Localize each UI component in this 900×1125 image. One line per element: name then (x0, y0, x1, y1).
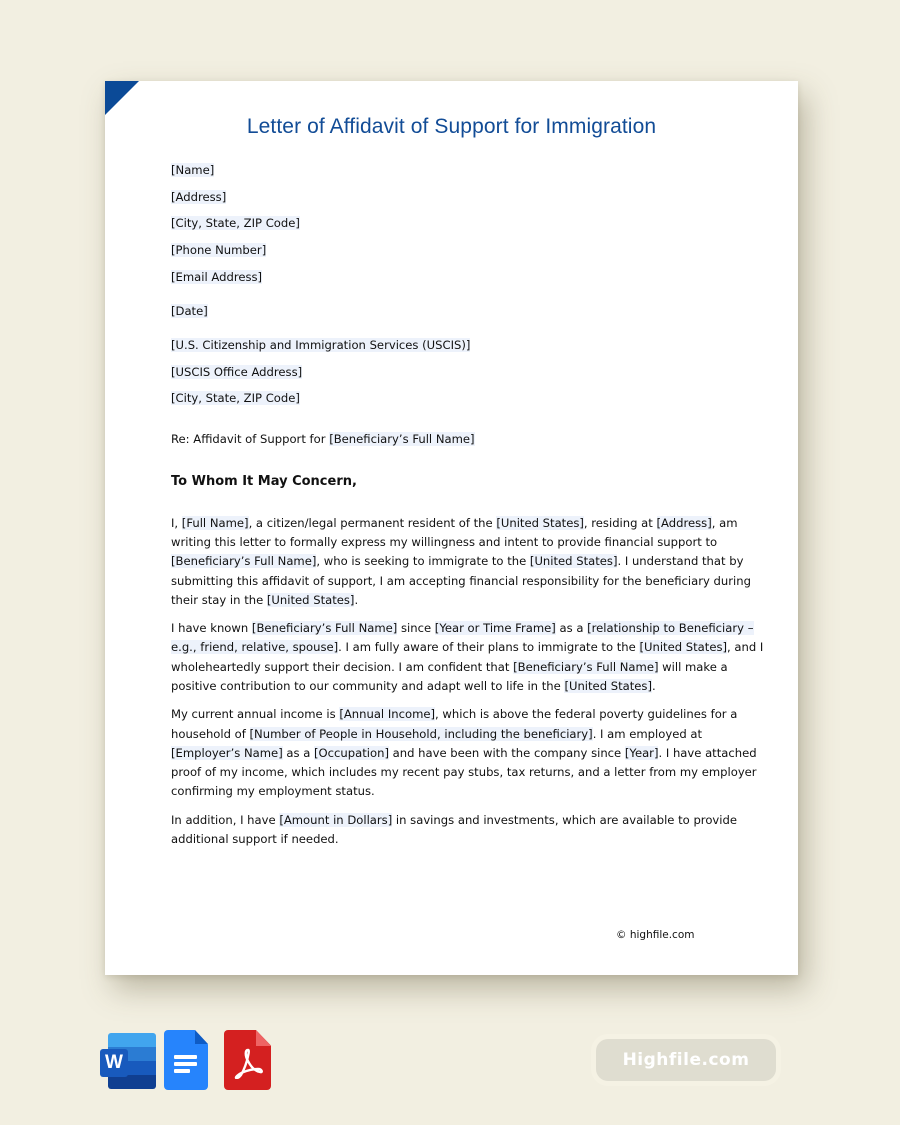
text-run: . I understand that by (617, 554, 744, 569)
paragraph (171, 514, 751, 610)
sender-phone: [Phone Number] (171, 243, 267, 258)
sender-city-state-zip: [City, State, ZIP Code] (171, 216, 300, 231)
document-title: Letter of Affidavit of Support for Immigration (246, 115, 657, 138)
placeholder-field: [Year] (624, 745, 659, 760)
acrobat-glyph-icon (233, 1047, 263, 1079)
paragraph (171, 619, 763, 696)
text-run: household of (171, 726, 250, 741)
text-run: , and I (727, 640, 764, 655)
date: [Date] (171, 304, 208, 318)
paragraph-line (171, 619, 763, 638)
text-run: writing this letter to formally express my willingness and intent to provide financial support to (171, 535, 718, 550)
paragraph-line (171, 811, 737, 830)
text-run: , residing at (583, 516, 657, 530)
placeholder-field: [Year or Time Frame] (434, 621, 556, 636)
sender-block (171, 161, 300, 287)
paragraph-line (171, 830, 737, 849)
paragraph-line (171, 677, 763, 696)
sender-name: [Name] (171, 163, 215, 177)
paragraph-line (171, 572, 751, 591)
placeholder-field: [Beneficiary’s Full Name] (171, 554, 317, 569)
placeholder-field: [United States] (266, 592, 355, 607)
paragraph (171, 705, 757, 801)
paragraph (171, 811, 737, 849)
text-run: , which is above the federal poverty guidelines for a (435, 707, 738, 722)
format-icons (100, 1030, 271, 1090)
paragraph-line (171, 705, 757, 724)
text-run: , who is seeking to immigrate to the (316, 554, 530, 569)
paragraph-line (171, 725, 757, 744)
placeholder-field: [Employer’s Name] (171, 745, 283, 760)
paragraph-line (171, 763, 757, 782)
google-docs-icon[interactable] (164, 1030, 208, 1090)
date-line (171, 302, 208, 321)
placeholder-field: [Annual Income] (339, 707, 436, 722)
text-run: , am (711, 516, 738, 530)
word-letter: W (100, 1049, 128, 1077)
paragraph-line (171, 533, 751, 552)
text-run: positive contribution to our community and adapt well to life in the (171, 678, 565, 693)
greeting: To Whom It May Concern, (171, 474, 357, 489)
recipient-agency: [U.S. Citizenship and Immigration Services (USCIS)] (171, 338, 471, 352)
text-run: . (354, 592, 359, 607)
placeholder-field: [Full Name] (181, 516, 249, 530)
placeholder-field: e.g., friend, relative, spouse] (171, 640, 339, 655)
paragraph-line (171, 514, 751, 533)
re-beneficiary: [Beneficiary’s Full Name] (329, 432, 475, 446)
placeholder-field: [Beneficiary’s Full Name] (513, 659, 659, 674)
paragraph-line (171, 782, 757, 801)
text-run: , a citizen/legal permanent resident of the (248, 516, 497, 530)
text-run: as a (555, 621, 588, 636)
paragraph-line (171, 744, 757, 763)
text-run: their stay in the (171, 592, 267, 607)
text-run: proof of my income, which includes my recent pay stubs, tax returns, and a letter from my employer (171, 764, 757, 779)
text-run: . I am employed at (592, 726, 703, 741)
text-run: will make a (658, 659, 728, 674)
copyright-footer: © highfile.com (616, 929, 695, 941)
text-run: I have known (171, 621, 252, 636)
placeholder-field: [United States] (639, 640, 728, 655)
document-page (105, 81, 798, 975)
paragraph-line (171, 591, 751, 610)
pdf-icon[interactable] (224, 1030, 271, 1090)
placeholder-field: [United States] (529, 554, 618, 569)
text-run: additional support if needed. (171, 831, 339, 846)
text-run: in savings and investments, which are available to provide (392, 812, 737, 827)
recipient-city-state-zip: [City, State, ZIP Code] (171, 391, 300, 406)
placeholder-field: [United States] (564, 678, 652, 693)
text-run: and have been with the company since (388, 745, 625, 760)
text-run: submitting this affidavit of support, I am accepting financial responsibility for the beneficiary during (171, 573, 751, 588)
text-run: wholeheartedly support their decision. I am confident that (171, 659, 514, 674)
text-run: . (652, 678, 656, 693)
placeholder-field: [Occupation] (314, 745, 389, 760)
corner-accent (105, 81, 139, 115)
text-run: . I am fully aware of their plans to immigrate to the (338, 640, 640, 655)
placeholder-field: [relationship to Beneficiary – (587, 621, 754, 636)
paragraph-line (171, 552, 751, 571)
text-run: . I have attached (658, 745, 757, 760)
text-run: In addition, I have (171, 812, 280, 827)
recipient-office-address: [USCIS Office Address] (171, 364, 303, 379)
placeholder-field: [Beneficiary’s Full Name] (251, 621, 398, 636)
text-run: I, (171, 516, 182, 530)
placeholder-field: [United States] (496, 516, 584, 530)
word-icon[interactable] (100, 1030, 148, 1090)
placeholder-field: [Address] (656, 516, 712, 530)
placeholder-field: [Amount in Dollars] (279, 812, 393, 827)
text-run: as a (282, 745, 315, 760)
paragraph-line (171, 638, 763, 657)
sender-email: [Email Address] (171, 269, 263, 284)
re-line (171, 430, 475, 449)
text-run: since (397, 621, 435, 636)
brand-badge[interactable]: Highfile.com (596, 1039, 776, 1081)
text-run: confirming my employment status. (171, 784, 375, 799)
re-prefix: Re: Affidavit of Support for (171, 432, 330, 446)
sender-address: [Address] (171, 189, 227, 204)
text-run: My current annual income is (171, 707, 340, 722)
paragraph-line (171, 658, 763, 677)
recipient-block (171, 336, 470, 408)
placeholder-field: [Number of People in Household, including the beneficiary] (249, 726, 593, 741)
